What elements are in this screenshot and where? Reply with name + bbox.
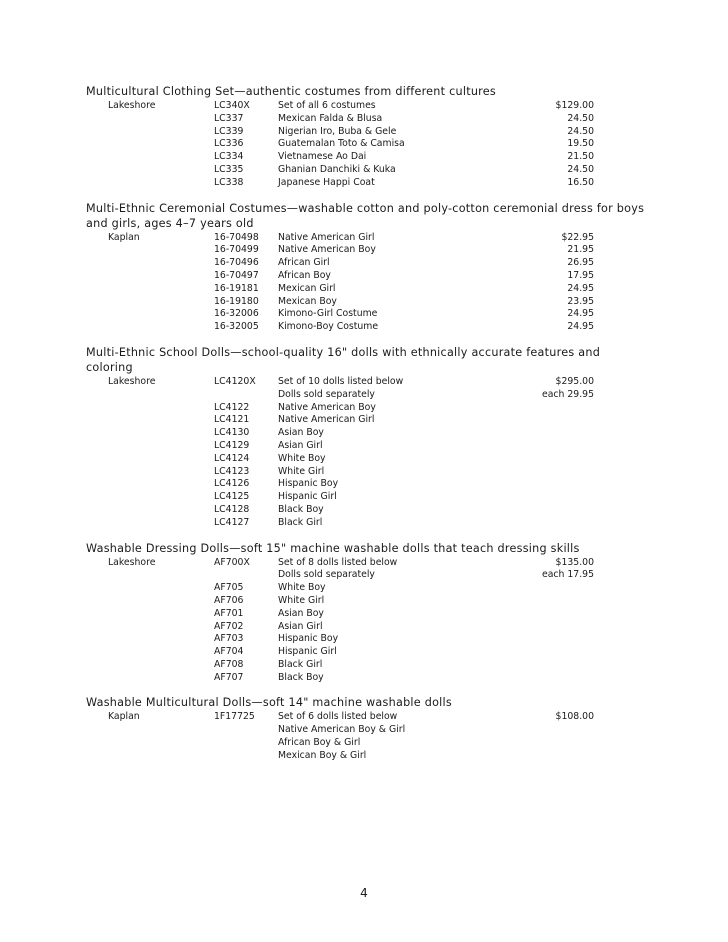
- product-row: [86, 232, 646, 245]
- product-row: [86, 491, 646, 504]
- product-row: [86, 296, 646, 309]
- vendor-cell: Lakeshore: [108, 375, 156, 387]
- description-cell: Mexican Girl: [278, 282, 336, 294]
- section-heading: Washable Multicultural Dolls—soft 14" machine washable dolls: [86, 696, 452, 710]
- product-row: [86, 504, 646, 517]
- item-number-cell: 16-70496: [214, 257, 259, 269]
- product-row: [86, 283, 646, 296]
- description-cell: Asian Girl: [278, 439, 323, 451]
- vendor-cell: Kaplan: [108, 711, 140, 723]
- product-row: [86, 138, 646, 151]
- description-cell: Native American Boy & Girl: [278, 724, 406, 736]
- price-cell: $129.00: [555, 100, 594, 111]
- price-cell: 24.50: [567, 163, 594, 175]
- product-row: [86, 737, 646, 750]
- description-cell: Native American Girl: [278, 231, 375, 243]
- catalog-section: [86, 541, 646, 685]
- product-row: [86, 376, 646, 389]
- product-row: [86, 608, 646, 621]
- product-row: [86, 244, 646, 257]
- description-cell: White Boy: [278, 452, 326, 464]
- item-number-cell: LC337: [214, 112, 244, 124]
- description-cell: Native American Boy: [278, 401, 376, 413]
- product-row: [86, 453, 646, 466]
- description-cell: Set of 6 dolls listed below: [278, 711, 398, 723]
- description-cell: Set of 10 dolls listed below: [278, 375, 404, 387]
- item-number-cell: 16-32006: [214, 308, 259, 320]
- price-cell: each 17.95: [542, 569, 594, 581]
- item-number-cell: LC4130: [214, 427, 250, 439]
- product-row: [86, 440, 646, 453]
- price-cell: each 29.95: [542, 388, 594, 400]
- item-number-cell: AF704: [214, 646, 244, 658]
- item-number-cell: LC4122: [214, 401, 250, 413]
- description-cell: Black Girl: [278, 658, 323, 670]
- product-list: [86, 232, 646, 334]
- item-number-cell: LC4121: [214, 414, 250, 426]
- price-cell: $295.00: [555, 375, 594, 387]
- product-list: [86, 711, 646, 762]
- price-cell: 21.50: [567, 151, 594, 163]
- item-number-cell: AF706: [214, 594, 244, 606]
- price-cell: $108.00: [555, 711, 594, 723]
- price-cell: 23.95: [567, 295, 594, 307]
- description-cell: Guatemalan Toto & Camisa: [278, 138, 405, 150]
- description-cell: Nigerian Iro, Buba & Gele: [278, 125, 397, 137]
- product-row: [86, 257, 646, 270]
- description-cell: Black Boy: [278, 671, 324, 683]
- section-heading: Multi-Ethnic School Dolls—school-quality 16" dolls with ethnically accurate features and coloring: [86, 345, 601, 374]
- price-cell: $22.95: [561, 231, 594, 243]
- page-number: 4: [360, 886, 368, 900]
- item-number-cell: AF703: [214, 633, 244, 645]
- item-number-cell: LC339: [214, 125, 244, 137]
- item-number-cell: LC4124: [214, 452, 250, 464]
- item-number-cell: 16-19180: [214, 295, 259, 307]
- item-number-cell: LC338: [214, 176, 244, 188]
- item-number-cell: AF707: [214, 671, 244, 683]
- product-row: [86, 478, 646, 491]
- product-list: [86, 376, 646, 530]
- description-cell: Black Boy: [278, 503, 324, 515]
- product-row: [86, 466, 646, 479]
- product-row: [86, 270, 646, 283]
- product-row: [86, 672, 646, 685]
- description-cell: Hispanic Girl: [278, 491, 337, 503]
- section-heading: Washable Dressing Dolls—soft 15" machine washable dolls that teach dressing skills: [86, 541, 580, 555]
- product-row: [86, 595, 646, 608]
- product-row: [86, 308, 646, 321]
- description-cell: Native American Girl: [278, 414, 375, 426]
- product-row: [86, 582, 646, 595]
- item-number-cell: LC334: [214, 151, 244, 163]
- product-row: [86, 633, 646, 646]
- description-cell: Asian Girl: [278, 620, 323, 632]
- item-number-cell: AF700X: [214, 556, 250, 568]
- description-cell: Asian Boy: [278, 607, 324, 619]
- description-cell: Asian Boy: [278, 427, 324, 439]
- section-heading: Multicultural Clothing Set—authentic costumes from different cultures: [86, 85, 496, 98]
- item-number-cell: 1F17725: [214, 711, 255, 723]
- product-row: [86, 621, 646, 634]
- price-cell: 26.95: [567, 257, 594, 269]
- product-row: [86, 659, 646, 672]
- product-list: [86, 100, 646, 190]
- description-cell: Hispanic Boy: [278, 633, 339, 645]
- description-cell: Mexican Boy & Girl: [278, 749, 367, 761]
- price-cell: 24.95: [567, 308, 594, 320]
- item-number-cell: 16-19181: [214, 282, 259, 294]
- description-cell: Set of all 6 costumes: [278, 100, 376, 111]
- product-row: [86, 427, 646, 440]
- price-cell: 24.95: [567, 282, 594, 294]
- item-number-cell: 16-32005: [214, 321, 259, 333]
- description-cell: Kimono-Boy Costume: [278, 321, 379, 333]
- item-number-cell: AF708: [214, 658, 244, 670]
- product-row: [86, 402, 646, 415]
- item-number-cell: LC335: [214, 163, 244, 175]
- catalog-section: [86, 695, 646, 762]
- item-number-cell: LC4129: [214, 439, 250, 451]
- item-number-cell: LC4127: [214, 516, 250, 528]
- description-cell: White Girl: [278, 465, 325, 477]
- item-number-cell: AF705: [214, 582, 244, 594]
- product-list: [86, 557, 646, 685]
- product-row: [86, 724, 646, 737]
- item-number-cell: 16-70499: [214, 244, 259, 256]
- product-row: [86, 557, 646, 570]
- vendor-cell: Lakeshore: [108, 556, 156, 568]
- description-cell: Kimono-Girl Costume: [278, 308, 378, 320]
- section-heading: Multi-Ethnic Ceremonial Costumes—washable cotton and poly-cotton ceremonial dress for boys and girls, ages 4–7 years old: [86, 201, 645, 230]
- description-cell: Hispanic Boy: [278, 478, 339, 490]
- price-cell: $135.00: [555, 556, 594, 568]
- item-number-cell: 16-70497: [214, 269, 259, 281]
- description-cell: African Boy: [278, 269, 331, 281]
- product-row: [86, 164, 646, 177]
- description-cell: Dolls sold separately: [278, 388, 375, 400]
- description-cell: Ghanian Danchiki & Kuka: [278, 163, 396, 175]
- description-cell: African Girl: [278, 257, 330, 269]
- price-cell: 24.95: [567, 321, 594, 333]
- price-cell: 19.50: [567, 138, 594, 150]
- product-row: [86, 711, 646, 724]
- item-number-cell: LC4128: [214, 503, 250, 515]
- description-cell: Native American Boy: [278, 244, 376, 256]
- description-cell: Mexican Boy: [278, 295, 337, 307]
- price-cell: 16.50: [567, 176, 594, 188]
- item-number-cell: 16-70498: [214, 231, 259, 243]
- item-number-cell: AF701: [214, 607, 244, 619]
- product-row: [86, 100, 646, 113]
- vendor-cell: Lakeshore: [108, 100, 156, 111]
- item-number-cell: AF702: [214, 620, 244, 632]
- item-number-cell: LC336: [214, 138, 244, 150]
- description-cell: Dolls sold separately: [278, 569, 375, 581]
- description-cell: African Boy & Girl: [278, 737, 361, 749]
- description-cell: Black Girl: [278, 516, 323, 528]
- product-row: [86, 750, 646, 763]
- product-row: [86, 113, 646, 126]
- product-row: [86, 321, 646, 334]
- description-cell: Vietnamese Ao Dai: [278, 151, 367, 163]
- item-number-cell: LC4125: [214, 491, 250, 503]
- catalog-section: [86, 345, 646, 530]
- price-cell: 17.95: [567, 269, 594, 281]
- description-cell: Hispanic Girl: [278, 646, 337, 658]
- product-row: [86, 646, 646, 659]
- catalog-section: [86, 201, 646, 334]
- product-row: [86, 389, 646, 402]
- product-row: [86, 177, 646, 190]
- product-row: [86, 414, 646, 427]
- item-number-cell: LC4126: [214, 478, 250, 490]
- product-row: [86, 517, 646, 530]
- catalog-section: [86, 84, 646, 190]
- product-row: [86, 151, 646, 164]
- price-cell: 24.50: [567, 112, 594, 124]
- catalog-sections: [86, 84, 646, 774]
- description-cell: Set of 8 dolls listed below: [278, 556, 398, 568]
- product-row: [86, 569, 646, 582]
- item-number-cell: LC4120X: [214, 375, 256, 387]
- item-number-cell: LC340X: [214, 100, 250, 111]
- item-number-cell: LC4123: [214, 465, 250, 477]
- description-cell: White Boy: [278, 582, 326, 594]
- description-cell: Japanese Happi Coat: [278, 176, 375, 188]
- product-row: [86, 126, 646, 139]
- vendor-cell: Kaplan: [108, 231, 140, 243]
- price-cell: 24.50: [567, 125, 594, 137]
- description-cell: Mexican Falda & Blusa: [278, 112, 383, 124]
- description-cell: White Girl: [278, 594, 325, 606]
- price-cell: 21.95: [567, 244, 594, 256]
